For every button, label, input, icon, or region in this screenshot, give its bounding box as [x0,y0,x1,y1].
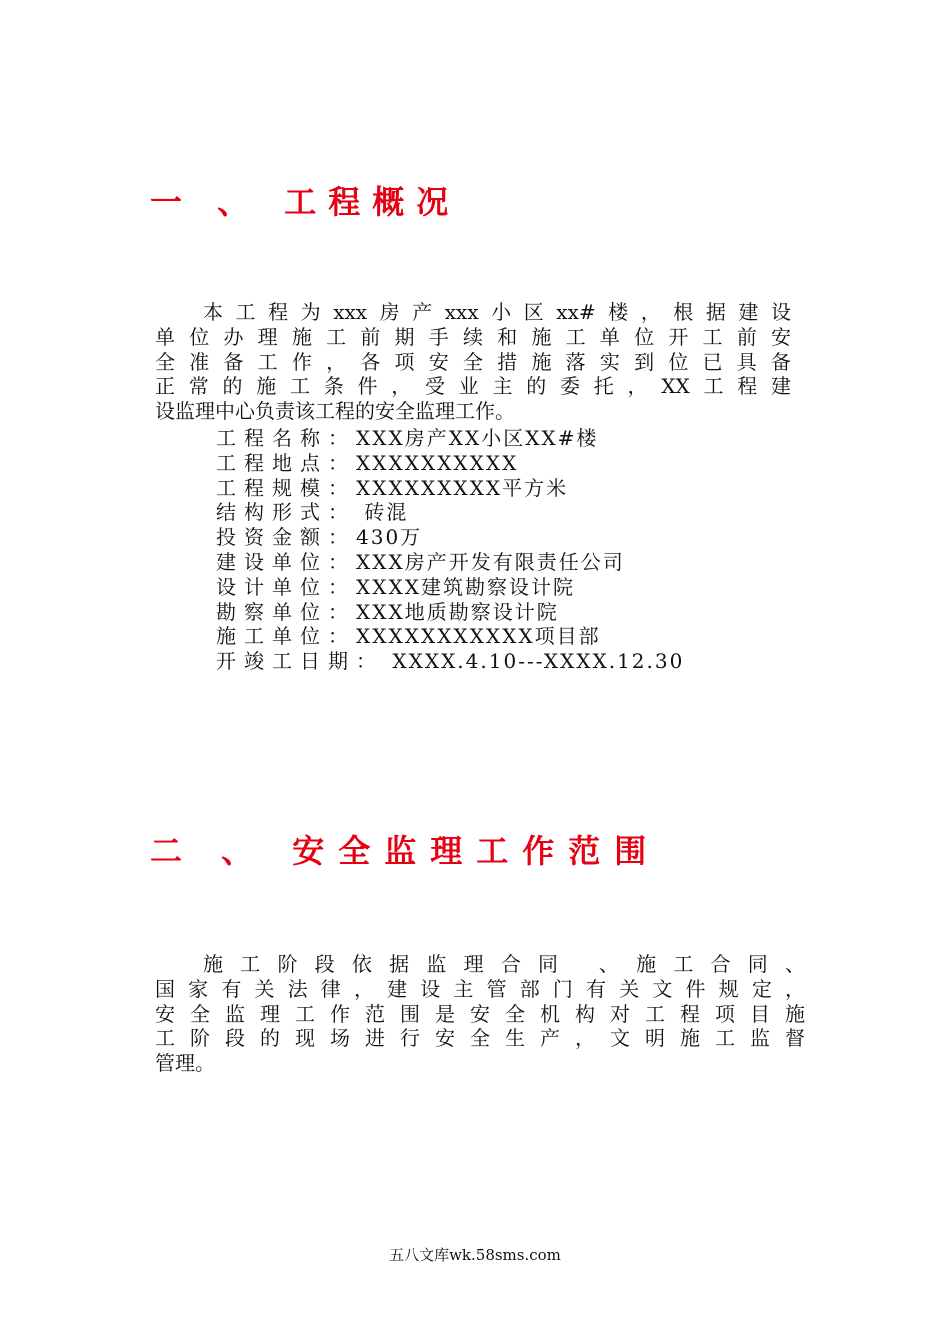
info-value: XXXX建筑勘察设计院 [356,574,575,599]
info-row-structure [216,500,684,525]
info-key: 工程规模： [216,475,356,500]
info-value: 430万 [356,525,423,550]
info-key: 勘察单位： [216,599,356,624]
info-row-project-name [216,426,684,451]
info-key: 开竣工日期： [216,649,384,674]
info-key: 工程名称： [216,426,356,450]
info-value: XXXX.4.10---XXXX.12.30 [384,649,685,674]
scope-paragraph [155,952,805,1076]
info-key: 建设单位： [216,549,356,574]
section-heading-scope: 二 、 安全监理工作范围 [150,832,661,870]
info-key: 施工单位： [216,624,356,649]
section-heading-overview: 一 、 工程概况 [150,183,461,221]
info-value: 砖混 [356,500,409,525]
overview-paragraph [155,300,791,424]
paragraph-line: 工阶段的现场进行安全生产，文明施工监督 [155,1026,805,1051]
paragraph-line: 安全监理工作范围是安全机构对工程项目施 [155,1001,805,1026]
paragraph-line: 设监理中心负责该工程的安全监理工作。 [155,399,515,424]
info-value: XXX房产XX小区XX#楼 [356,426,599,450]
paragraph-line: 正常的施工条件，受业主的委托，XX工程建 [155,374,791,399]
info-row-location [216,451,684,476]
info-value: XXXXXXXXXXX项目部 [356,624,601,649]
paragraph-line: 管理。 [155,1051,215,1076]
paragraph-line: 全准备工作，各项安全措施落实到位已具备 [155,349,791,374]
info-row-investment [216,525,684,550]
info-key: 投资金额： [216,525,356,550]
footer-watermark: 五八文库wk.58sms.com [389,1246,561,1264]
info-key: 设计单位： [216,574,356,599]
paragraph-line: 国家有关法律，建设主管部门有关文件规定， [155,976,805,1001]
info-key: 结构形式： [216,500,356,525]
info-row-designer [216,575,684,600]
paragraph-line: 施工阶段依据监理合同 、施工合同、 [203,952,805,976]
paragraph-line: 单位办理施工前期手续和施工单位开工前安 [155,324,791,349]
info-value: XXX房产开发有限责任公司 [356,549,625,574]
paragraph-line: 本工程为xxx房产xxx小区xx#楼，根据建设 [203,300,791,324]
info-row-developer [216,550,684,575]
info-row-scale [216,476,684,501]
info-value: XXXXXXXXXX [356,450,519,475]
info-row-contractor [216,624,684,649]
project-info-list [216,426,684,674]
info-row-surveyor [216,600,684,625]
info-row-dates [216,649,684,674]
info-key: 工程地点： [216,450,356,475]
info-value: XXX地质勘察设计院 [356,599,559,624]
info-value: XXXXXXXXX平方米 [356,475,569,500]
